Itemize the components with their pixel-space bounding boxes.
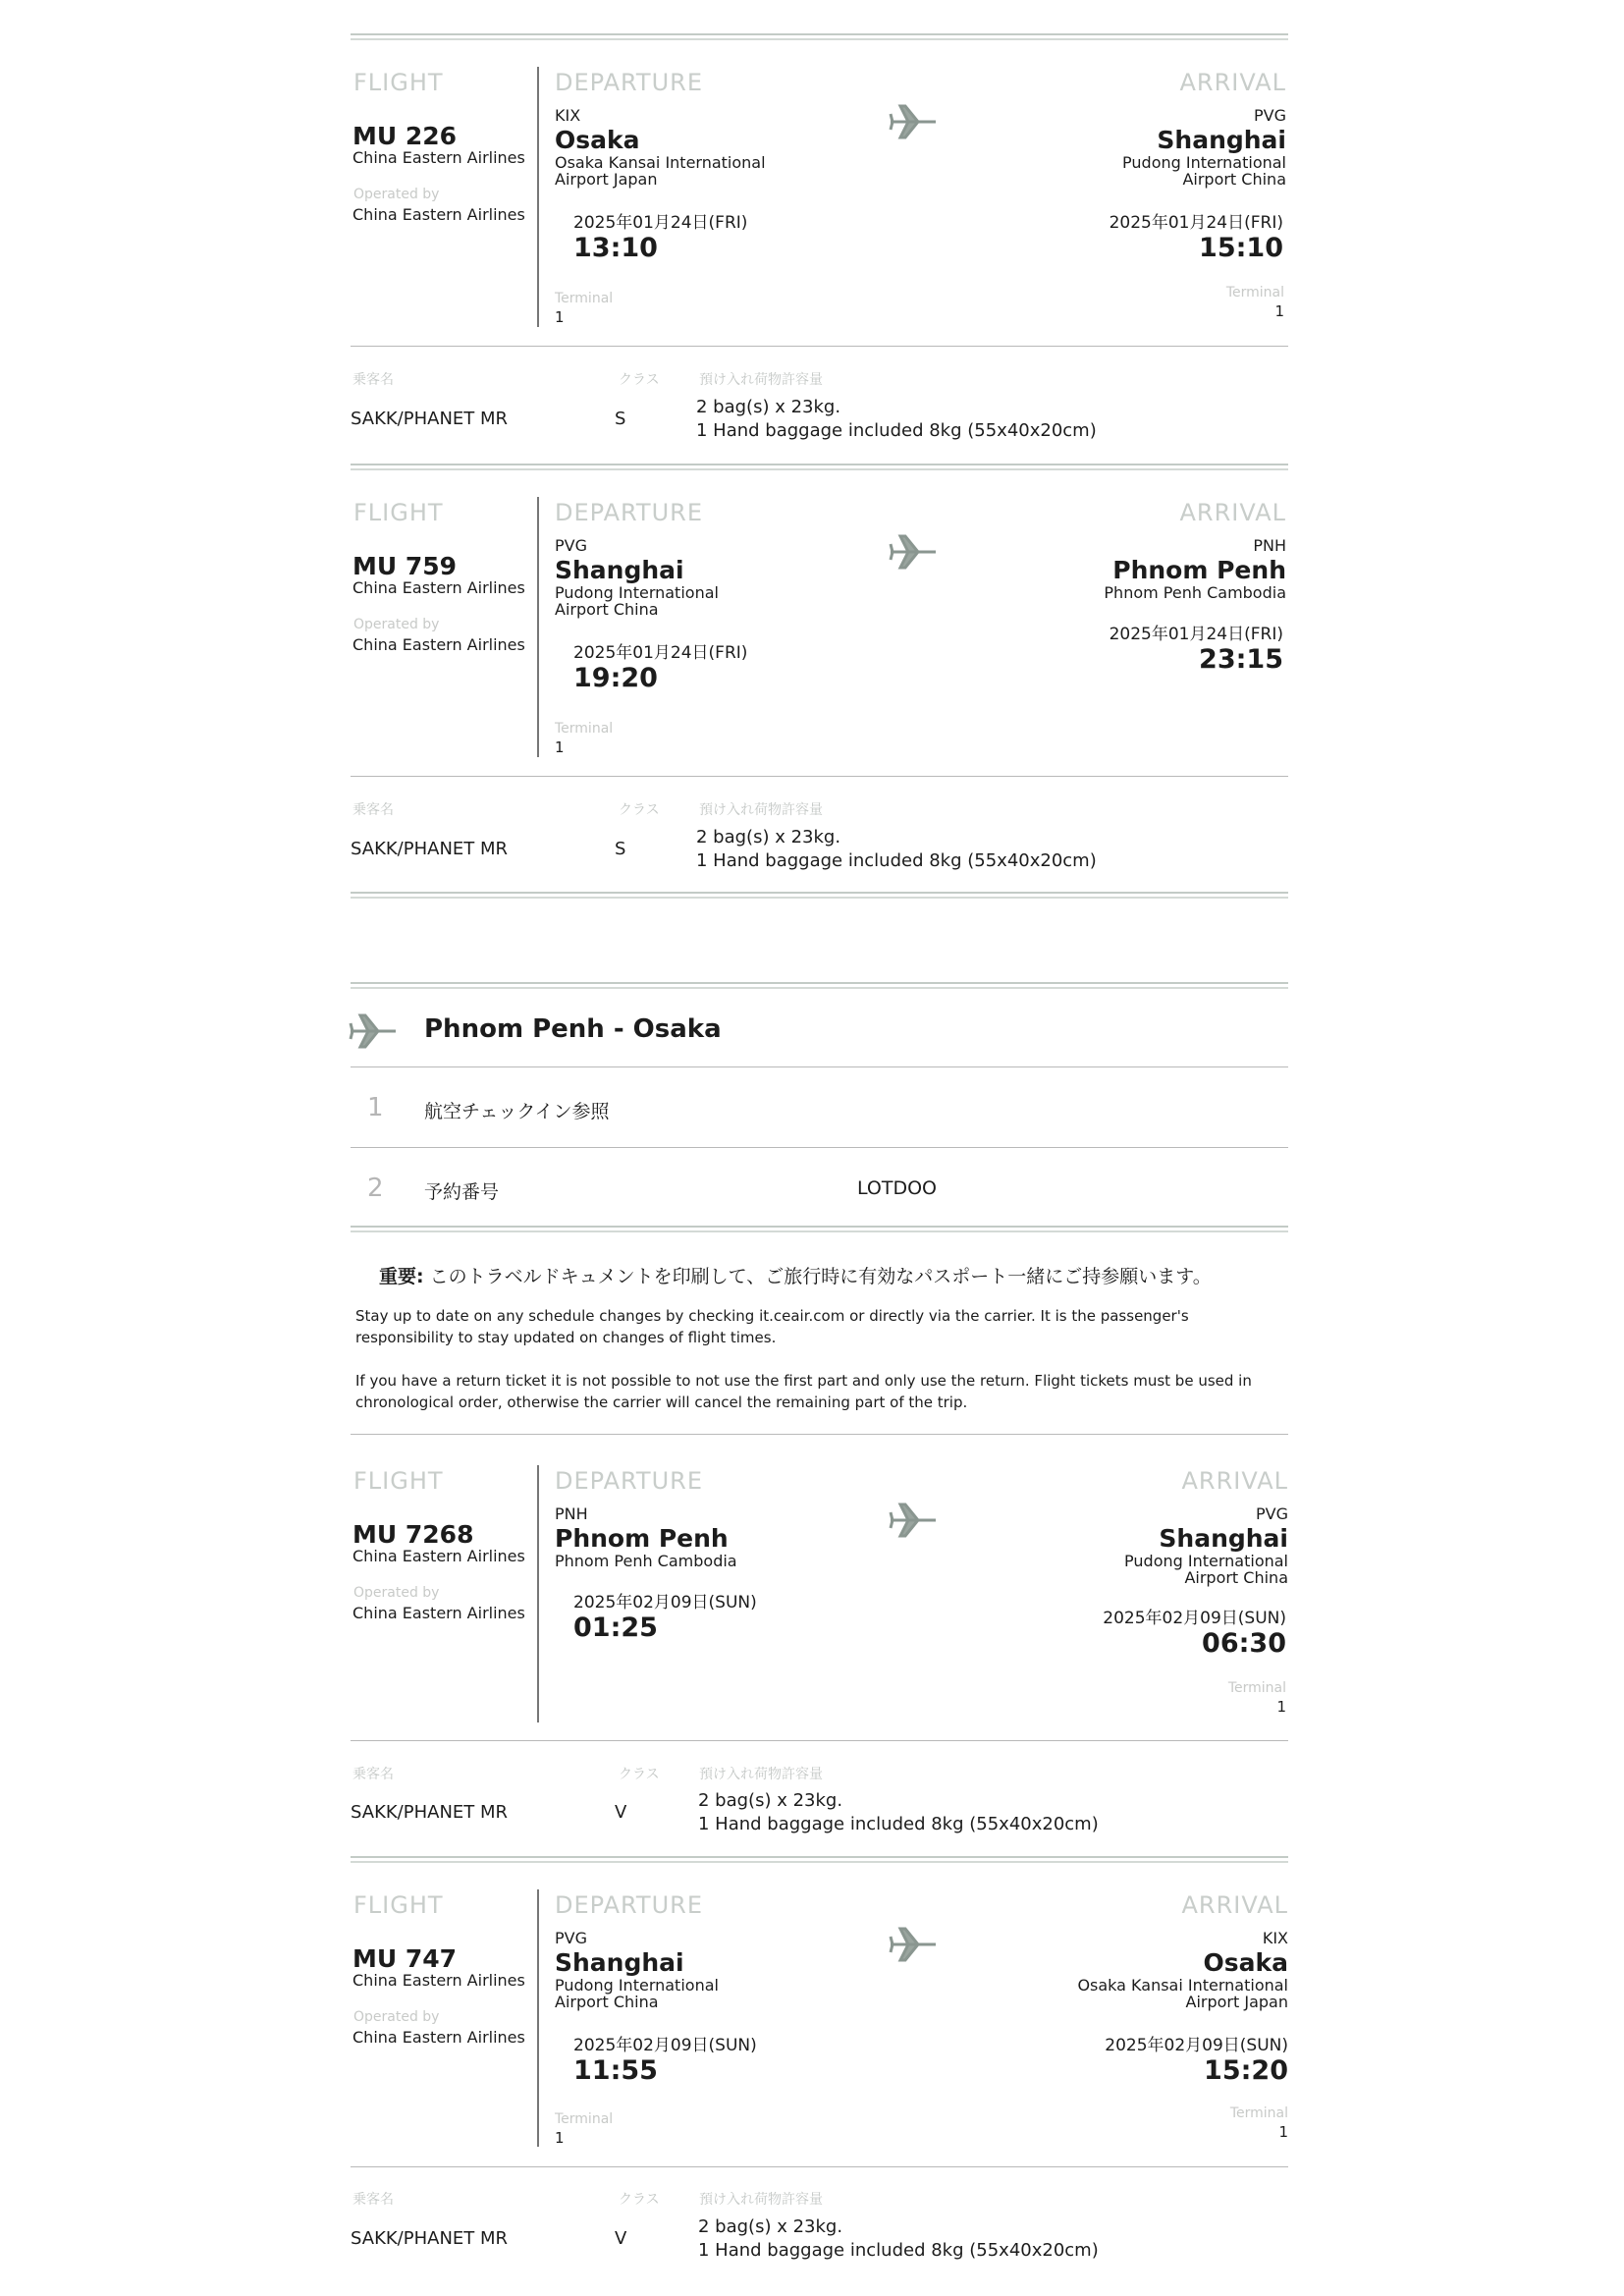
- operating-airline: China Eastern Airlines: [352, 205, 525, 224]
- arrival-airport-line2: Airport Japan: [1185, 1993, 1288, 2011]
- flight-number: MU 747: [352, 1944, 458, 1973]
- row-divider: [351, 1740, 1288, 1741]
- airline-name: China Eastern Airlines: [352, 1971, 525, 1990]
- arrival-time: 06:30: [1202, 1628, 1286, 1659]
- operated-by-label: Operated by: [353, 1585, 440, 1601]
- booking-number: LOTDOO: [857, 1177, 938, 1199]
- departure-time: 11:55: [573, 2055, 658, 2086]
- baggage-line1: 2 bag(s) x 23kg.: [698, 1790, 843, 1811]
- arrival-airport-line2: Airport China: [1182, 170, 1286, 189]
- departure-airport-line1: Osaka Kansai International: [555, 153, 766, 172]
- departure-airport: [555, 1553, 790, 1569]
- departure-date: 2025年01月24日(FRI): [573, 643, 748, 663]
- departure-city: Osaka: [555, 126, 640, 154]
- baggage-line2: 1 Hand baggage included 8kg (55x40x20cm): [698, 2240, 1099, 2261]
- schedule-notice: [355, 1305, 1189, 1348]
- departure-code: PVG: [555, 1929, 587, 1947]
- departure-date: 2025年01月24日(FRI): [573, 213, 748, 233]
- departure-code: PNH: [555, 1504, 588, 1523]
- important-label: 重要:: [379, 1266, 424, 1287]
- departure-airport-line1: Phnom Penh Cambodia: [555, 1552, 737, 1570]
- arrival-label: ARRIVAL: [1181, 1467, 1288, 1495]
- operating-airline: China Eastern Airlines: [352, 2028, 525, 2047]
- section-divider: [351, 1226, 1288, 1232]
- terminal-label: Terminal: [1227, 1680, 1286, 1696]
- row-divider: [351, 1147, 1288, 1148]
- important-notice: [379, 1262, 1212, 1288]
- column-divider: [537, 67, 539, 327]
- airplane-icon: [889, 1925, 938, 1964]
- airline-name: China Eastern Airlines: [352, 148, 525, 167]
- departure-time: 19:20: [573, 663, 658, 693]
- booking-number-label: 予約番号: [424, 1181, 500, 1203]
- arrival-airport: [1051, 154, 1286, 188]
- terminal-label: Terminal: [555, 291, 614, 306]
- column-divider: [537, 497, 539, 757]
- arrival-date: 2025年02月09日(SUN): [1105, 2036, 1288, 2055]
- baggage-line1: 2 bag(s) x 23kg.: [696, 397, 841, 417]
- section-divider: [351, 33, 1288, 40]
- fare-class: S: [615, 839, 626, 859]
- operated-by-label: Operated by: [353, 617, 440, 632]
- departure-airport-line2: Airport China: [555, 600, 659, 619]
- passenger-name-label: 乗客名: [352, 802, 394, 818]
- column-divider: [537, 1889, 539, 2147]
- operating-airline: China Eastern Airlines: [352, 635, 525, 654]
- section-divider: [351, 982, 1288, 989]
- departure-city: Shanghai: [555, 556, 684, 584]
- baggage-allowance: [698, 2215, 1099, 2263]
- route-row-number: 1: [367, 1093, 384, 1122]
- check-in-reference-label: 航空チェックイン参照: [424, 1101, 610, 1122]
- airplane-icon: [349, 1011, 398, 1051]
- schedule-notice-line1: Stay up to date on any schedule changes by checking it.ceair.com or directly via the carrier. It is the passenger's: [355, 1307, 1189, 1325]
- departure-city: Shanghai: [555, 1948, 684, 1977]
- departure-city: Phnom Penh: [555, 1524, 729, 1553]
- class-label: クラス: [619, 2192, 660, 2208]
- terminal-label: Terminal: [555, 721, 614, 737]
- departure-date: 2025年02月09日(SUN): [573, 2036, 757, 2055]
- passenger-name: SAKK/PHANET MR: [351, 1802, 509, 1823]
- departure-time: 13:10: [573, 233, 658, 263]
- passenger-name-label: 乗客名: [352, 1767, 394, 1782]
- arrival-date: 2025年01月24日(FRI): [1109, 625, 1283, 644]
- baggage-allowance: [696, 396, 1097, 443]
- row-divider: [351, 346, 1288, 347]
- arrival-airport-line2: Airport China: [1184, 1568, 1288, 1587]
- baggage-line1: 2 bag(s) x 23kg.: [698, 2216, 843, 2237]
- arrival-time: 23:15: [1199, 644, 1283, 675]
- flight-label: FLIGHT: [353, 1467, 444, 1495]
- arrival-city: Shanghai: [1157, 126, 1286, 154]
- arrival-city: Osaka: [1203, 1948, 1288, 1977]
- baggage-label: 預け入れ荷物許容量: [699, 2192, 823, 2208]
- arrival-code: KIX: [1262, 1929, 1288, 1947]
- section-divider: [351, 892, 1288, 899]
- departure-code: KIX: [555, 106, 581, 125]
- arrival-airport-line1: Pudong International: [1124, 1552, 1288, 1570]
- schedule-notice-line2: responsibility to stay updated on changes of flight times.: [355, 1329, 777, 1346]
- arrival-city: Shanghai: [1159, 1524, 1288, 1553]
- airplane-icon: [889, 532, 938, 572]
- passenger-name-label: 乗客名: [352, 372, 394, 388]
- departure-airport-line2: Airport China: [555, 1993, 659, 2011]
- departure-label: DEPARTURE: [555, 1467, 703, 1495]
- return-ticket-notice-line1: If you have a return ticket it is not possible to not use the first part and only use the return. Flight tickets must be used in: [355, 1372, 1252, 1390]
- arrival-terminal: 1: [1276, 1698, 1286, 1716]
- baggage-line2: 1 Hand baggage included 8kg (55x40x20cm): [696, 420, 1097, 441]
- departure-airport: [555, 154, 790, 188]
- arrival-airport: [1053, 1977, 1288, 2010]
- row-divider: [351, 2166, 1288, 2167]
- return-ticket-notice: [355, 1370, 1252, 1413]
- fare-class: V: [615, 1802, 627, 1823]
- departure-label: DEPARTURE: [555, 499, 703, 526]
- terminal-label: Terminal: [555, 2111, 614, 2127]
- route-row-number: 2: [367, 1174, 384, 1203]
- class-label: クラス: [619, 372, 660, 388]
- section-divider: [351, 464, 1288, 470]
- class-label: クラス: [619, 1767, 660, 1782]
- row-divider: [351, 1066, 1288, 1067]
- arrival-airport-line1: Pudong International: [1122, 153, 1286, 172]
- flight-number: MU 759: [352, 552, 458, 580]
- flight-label: FLIGHT: [353, 69, 444, 96]
- row-divider: [351, 776, 1288, 777]
- airline-name: China Eastern Airlines: [352, 578, 525, 597]
- arrival-airport-line1: Osaka Kansai International: [1077, 1976, 1288, 1995]
- return-ticket-notice-line2: chronological order, otherwise the carrier will cancel the remaining part of the trip.: [355, 1394, 968, 1411]
- passenger-name-label: 乗客名: [352, 2192, 394, 2208]
- departure-airport-line1: Pudong International: [555, 1976, 719, 1995]
- fare-class: V: [615, 2228, 627, 2249]
- departure-terminal: 1: [555, 308, 565, 326]
- departure-terminal: 1: [555, 2129, 565, 2147]
- operating-airline: China Eastern Airlines: [352, 1604, 525, 1622]
- terminal-label: Terminal: [1229, 2105, 1288, 2121]
- flight-number: MU 7268: [352, 1520, 474, 1549]
- passenger-name: SAKK/PHANET MR: [351, 409, 509, 429]
- arrival-date: 2025年01月24日(FRI): [1109, 213, 1283, 233]
- arrival-time: 15:10: [1199, 233, 1283, 263]
- baggage-label: 預け入れ荷物許容量: [699, 372, 823, 388]
- arrival-airport: [1051, 584, 1286, 601]
- departure-airport: [555, 1977, 790, 2010]
- arrival-terminal: 1: [1278, 2123, 1288, 2141]
- arrival-code: PVG: [1254, 106, 1286, 125]
- operated-by-label: Operated by: [353, 2009, 440, 2025]
- arrival-code: PNH: [1253, 536, 1286, 555]
- airplane-icon: [889, 102, 938, 141]
- arrival-terminal: 1: [1274, 302, 1284, 320]
- arrival-time: 15:20: [1204, 2055, 1288, 2086]
- flight-number: MU 226: [352, 122, 458, 150]
- flight-label: FLIGHT: [353, 1891, 444, 1919]
- departure-label: DEPARTURE: [555, 69, 703, 96]
- baggage-line2: 1 Hand baggage included 8kg (55x40x20cm): [698, 1814, 1099, 1834]
- section-divider: [351, 1856, 1288, 1863]
- flight-label: FLIGHT: [353, 499, 444, 526]
- arrival-airport-line1: Phnom Penh Cambodia: [1104, 583, 1286, 602]
- fare-class: S: [615, 409, 626, 429]
- column-divider: [537, 1465, 539, 1722]
- departure-airport-line2: Airport Japan: [555, 170, 658, 189]
- departure-terminal: 1: [555, 738, 565, 756]
- baggage-line2: 1 Hand baggage included 8kg (55x40x20cm): [696, 850, 1097, 871]
- arrival-label: ARRIVAL: [1179, 499, 1286, 526]
- baggage-allowance: [696, 826, 1097, 873]
- departure-code: PVG: [555, 536, 587, 555]
- baggage-allowance: [698, 1789, 1099, 1836]
- class-label: クラス: [619, 802, 660, 818]
- route-title: Phnom Penh - Osaka: [424, 1014, 722, 1044]
- baggage-line1: 2 bag(s) x 23kg.: [696, 827, 841, 847]
- arrival-label: ARRIVAL: [1179, 69, 1286, 96]
- arrival-label: ARRIVAL: [1181, 1891, 1288, 1919]
- baggage-label: 預け入れ荷物許容量: [699, 1767, 823, 1782]
- departure-label: DEPARTURE: [555, 1891, 703, 1919]
- operated-by-label: Operated by: [353, 187, 440, 202]
- baggage-label: 預け入れ荷物許容量: [699, 802, 823, 818]
- important-text: このトラベルドキュメントを印刷して、ご旅行時に有効なパスポート一緒にご持参願います。: [423, 1266, 1212, 1287]
- arrival-date: 2025年02月09日(SUN): [1103, 1609, 1286, 1628]
- row-divider: [351, 1434, 1288, 1435]
- departure-date: 2025年02月09日(SUN): [573, 1593, 757, 1613]
- arrival-airport: [1053, 1553, 1288, 1586]
- arrival-city: Phnom Penh: [1112, 556, 1286, 584]
- departure-time: 01:25: [573, 1613, 658, 1643]
- departure-airport: [555, 584, 790, 618]
- arrival-code: PVG: [1256, 1504, 1288, 1523]
- passenger-name: SAKK/PHANET MR: [351, 2228, 509, 2249]
- airplane-icon: [889, 1501, 938, 1540]
- terminal-label: Terminal: [1225, 285, 1284, 301]
- passenger-name: SAKK/PHANET MR: [351, 839, 509, 859]
- airline-name: China Eastern Airlines: [352, 1547, 525, 1565]
- departure-airport-line1: Pudong International: [555, 583, 719, 602]
